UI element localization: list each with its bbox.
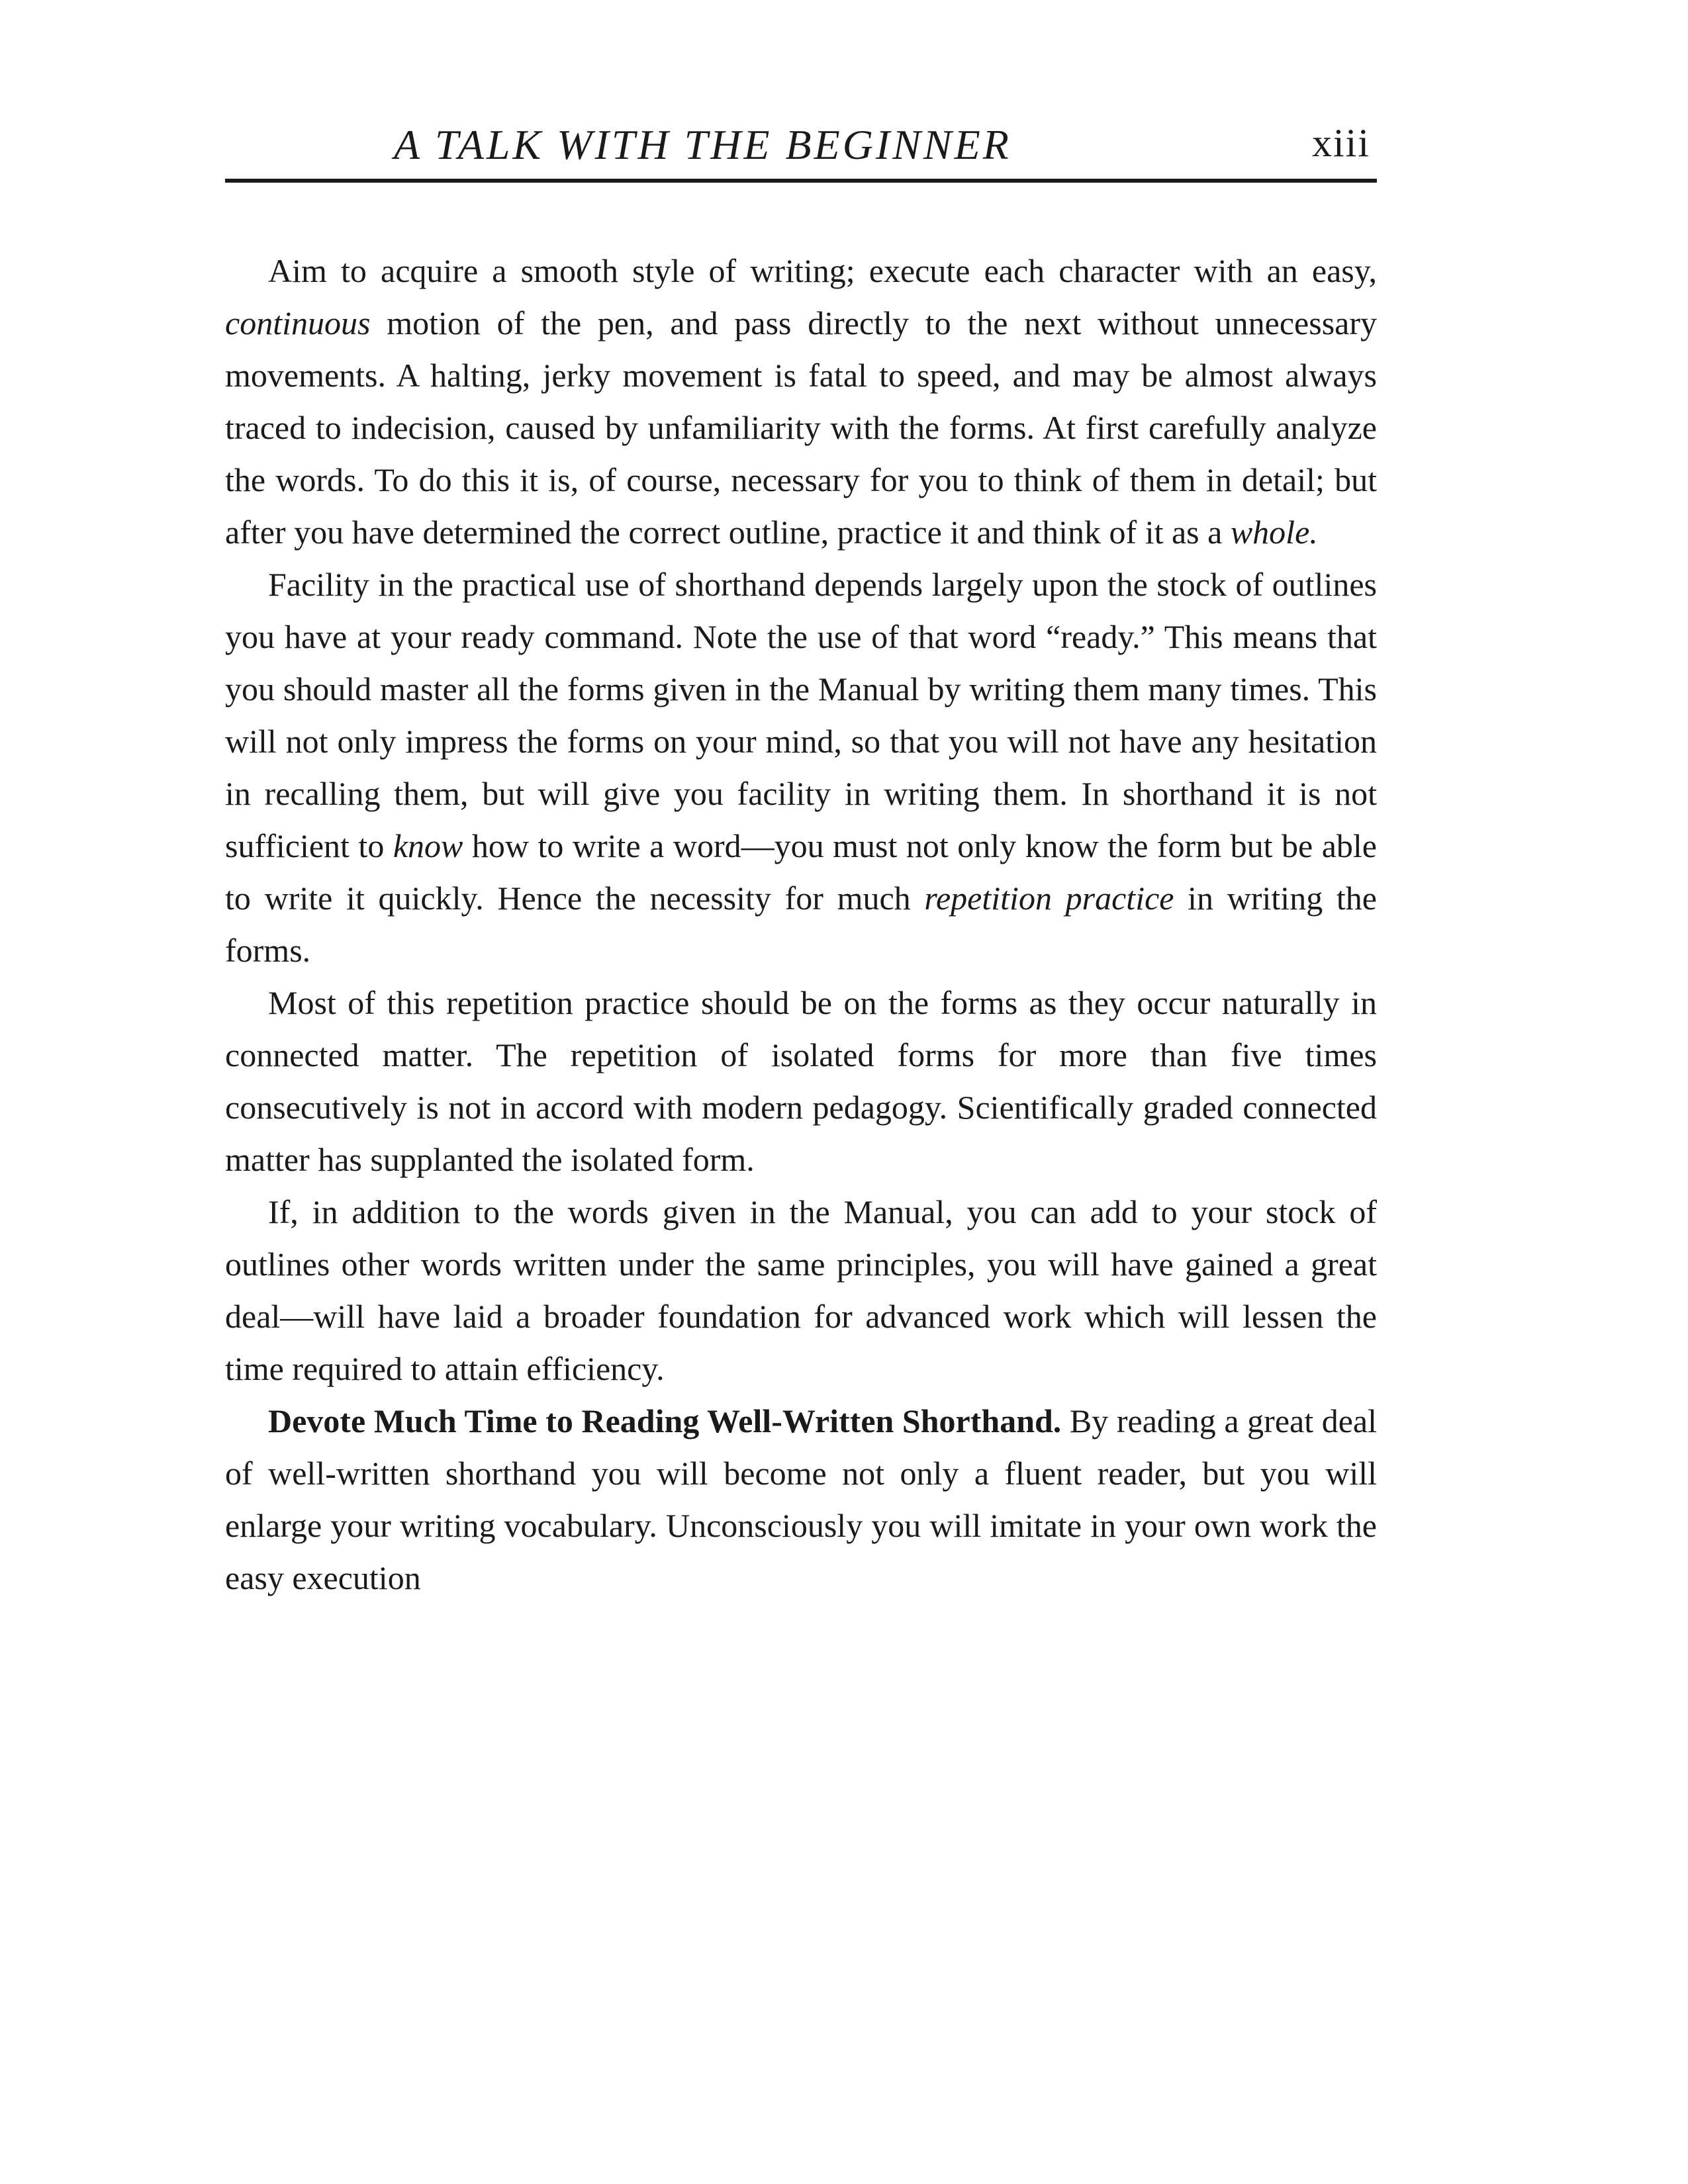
paragraph-1-text-1: Aim to acquire a smooth style of writing; execute each character with an easy,: [268, 252, 1377, 289]
page-body: [225, 245, 1377, 1604]
header-rule: [225, 179, 1377, 183]
paragraph-5: [225, 1395, 1377, 1604]
paragraph-2-emphasis-2: repetition practice: [924, 880, 1174, 917]
paragraph-2-text-3: in writing the forms.: [225, 880, 1377, 969]
paragraph-1-text-2: motion of the pen, and pass directly to the next without unnecessary movements. A halting, jerky movement is fatal to speed, and may be almost always traced to indecision, caused by unfamiliarity with the forms. At first carefully analyze the words. To do this it is, of course, necessary for you to think of them in detail; but after you have determined the correct outline, practice it and think of it as a: [225, 304, 1377, 551]
paragraph-4-text-1: If, in addition to the words given in the Manual, you can add to your stock of outlines other words written under the same principles, you will have gained a great deal—will have laid a broader foundation for advanced work which will lessen the time required to attain efficiency.: [225, 1193, 1377, 1387]
book-page: [225, 113, 1377, 1596]
paragraph-3-text-1: Most of this repetition practice should be on the forms as they occur naturally in connected matter. The repetition of isolated forms for more than five times consecutively is not in accord with modern pedagogy. Scientifically graded connected matter has supplanted the isolated form.: [225, 984, 1377, 1178]
paragraph-3: [225, 977, 1377, 1186]
section-run-in-heading: Devote Much Time to Reading Well-Written Shorthand.: [268, 1402, 1062, 1439]
paragraph-1-emphasis-1: continuous: [225, 304, 371, 341]
running-head-title: A TALK WITH THE BEGINNER: [394, 121, 1011, 168]
paragraph-5-text-1: By reading a great deal of well-written shorthand you will become not only a fluent reader, but you will enlarge your writing vocabulary. Unconsciously you will imitate in your own work the easy execution: [225, 1402, 1377, 1596]
running-head: [225, 113, 1377, 185]
paragraph-2-text-1: Facility in the practical use of shorthand depends largely upon the stock of outlines you have at your ready command. Note the use of that word “ready.” This means that you should master all the forms given in the Manual by writing them many times. This will not only impress the forms on your mind, so that you will not have any hesitation in recalling them, but will give you facility in writing them. In shorthand it is not sufficient to: [225, 566, 1377, 864]
paragraph-1: [225, 245, 1377, 559]
page-number: xiii: [1311, 121, 1370, 165]
paragraph-1-emphasis-2: whole.: [1230, 514, 1318, 551]
paragraph-2: [225, 559, 1377, 977]
paragraph-4: [225, 1186, 1377, 1395]
paragraph-2-emphasis-1: know: [393, 827, 463, 864]
paragraph-2-text-2: how to write a word—you must not only know the form but be able to write it quickly. Hence the necessity for much: [225, 827, 1377, 917]
